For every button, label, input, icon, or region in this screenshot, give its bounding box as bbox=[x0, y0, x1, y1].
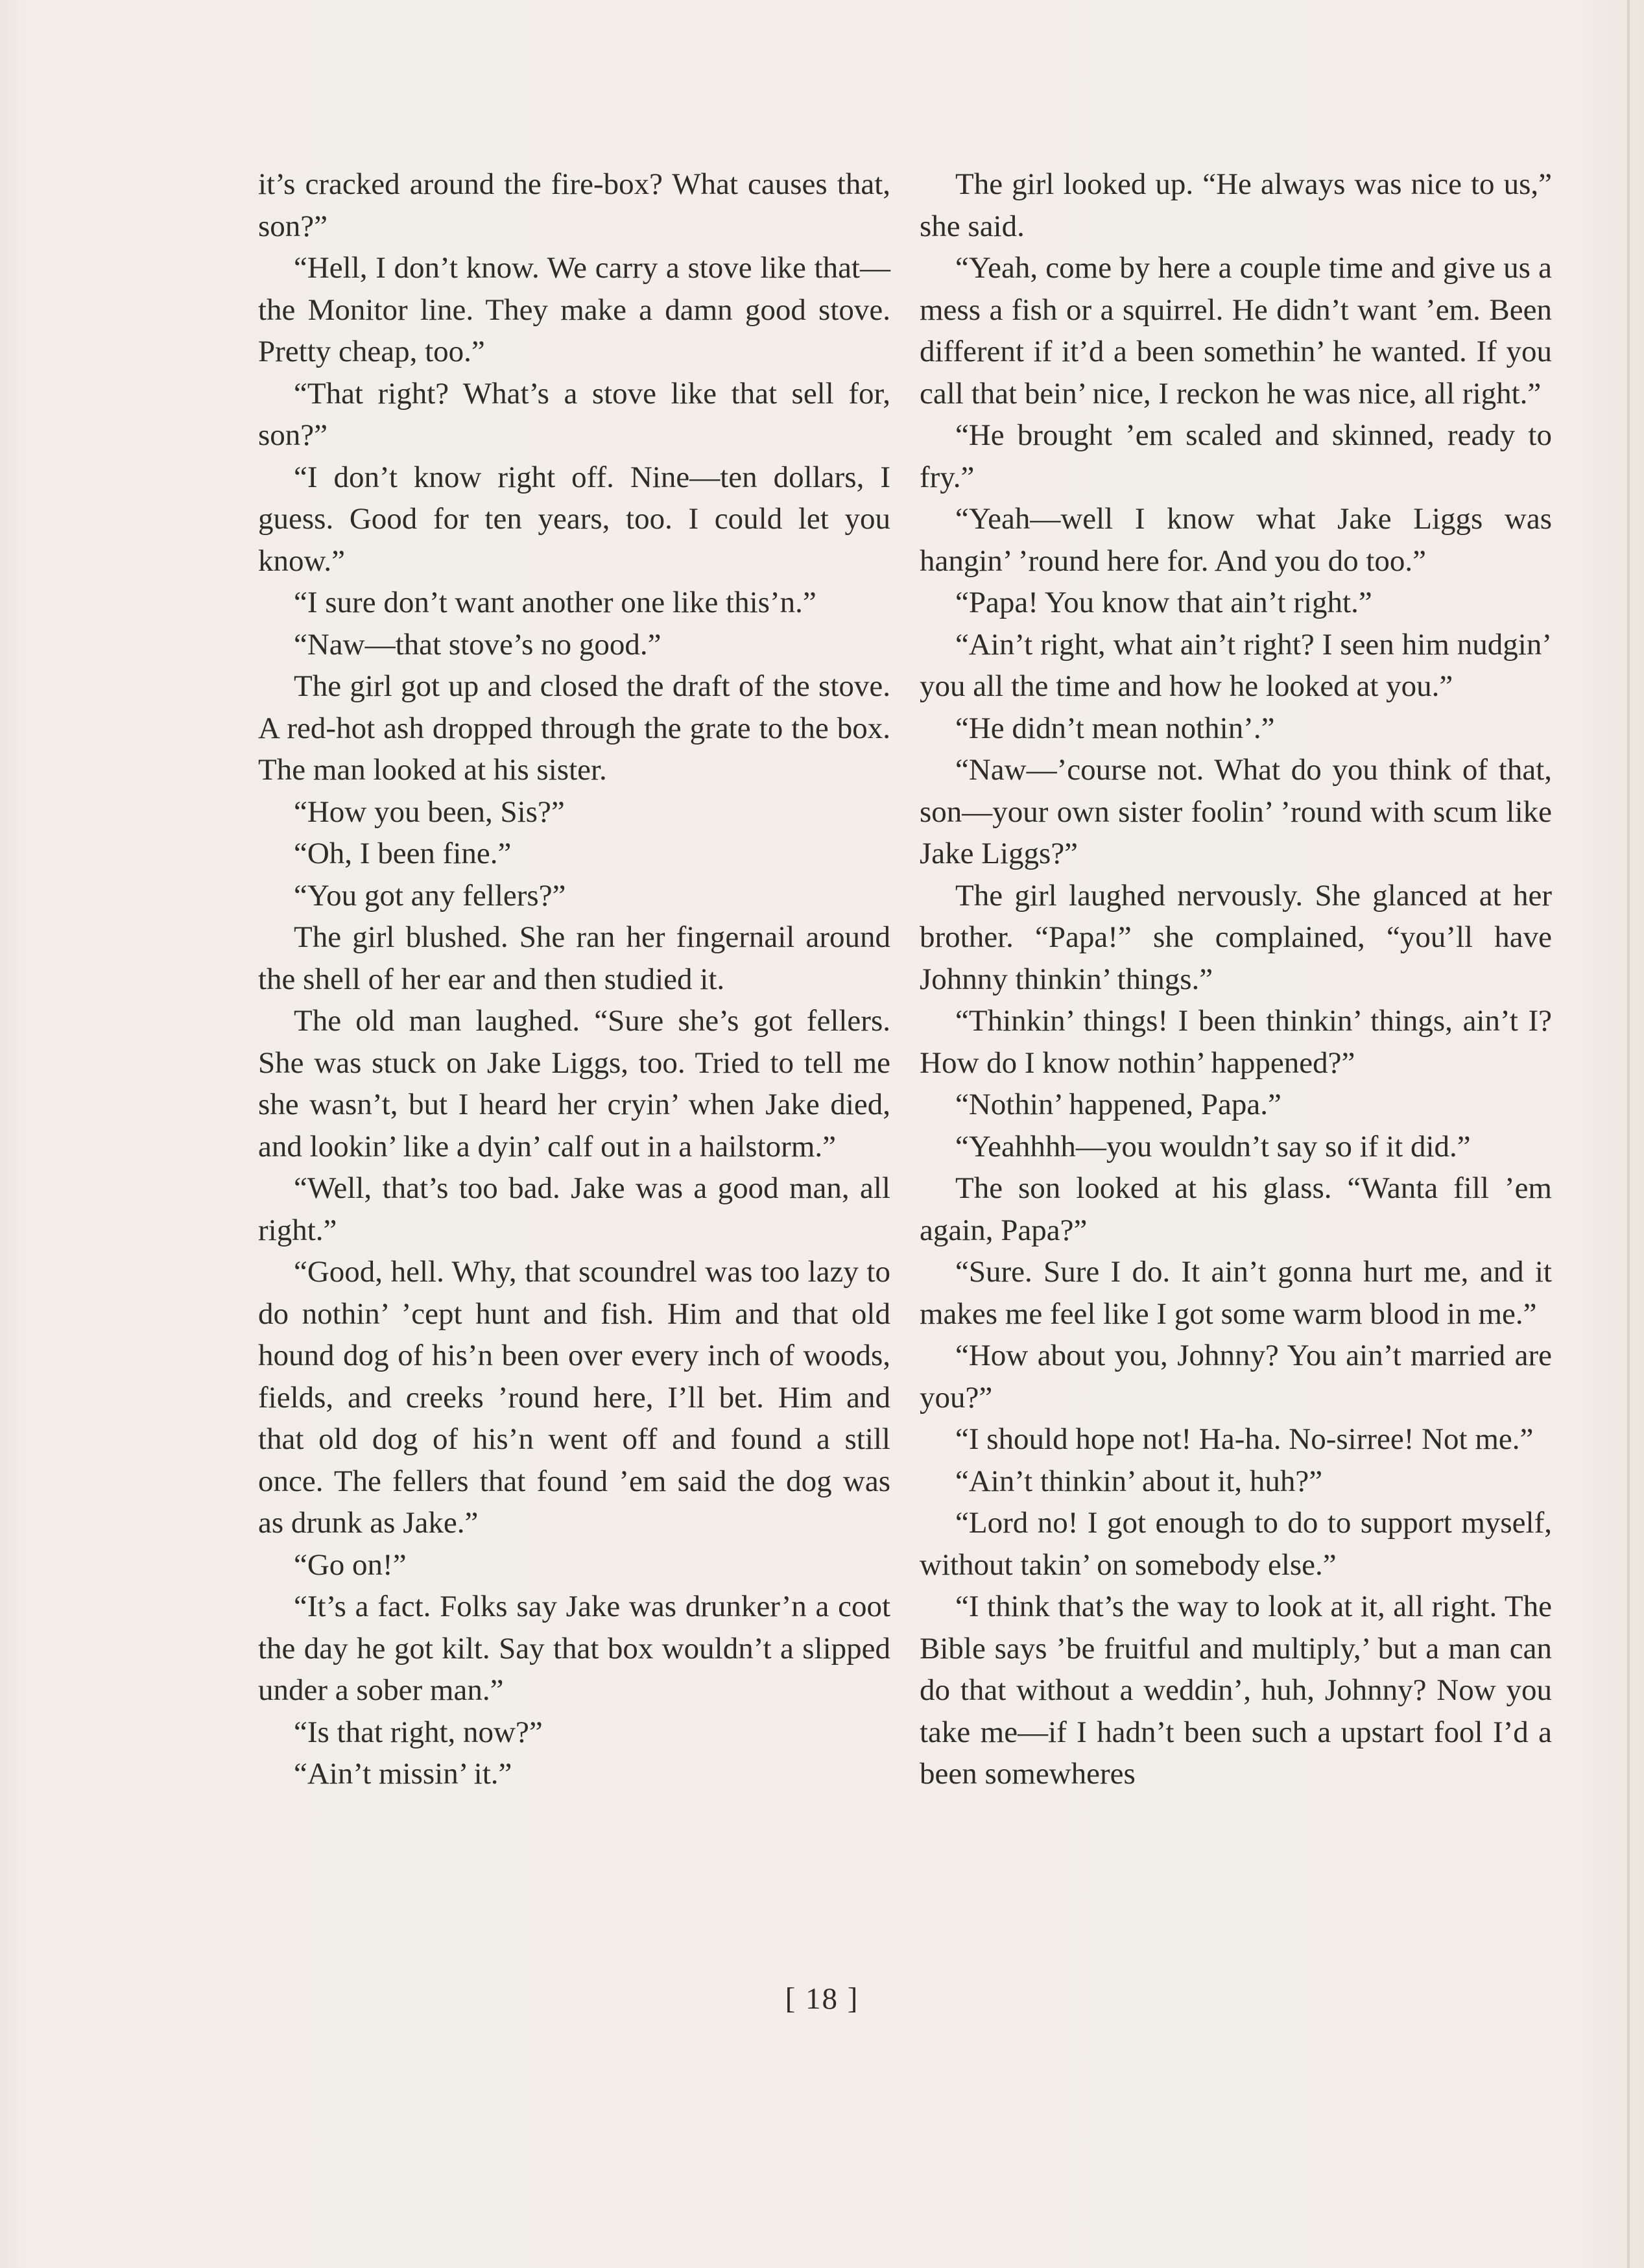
paragraph: “Naw—that stove’s no good.” bbox=[294, 627, 661, 662]
paragraph: “You got any fellers?” bbox=[294, 878, 566, 913]
paragraph: “Papa! You know that ain’t right.” bbox=[955, 586, 1372, 619]
paragraph: “Ain’t right, what ain’t right? I seen him nudgin’ you all the time and how he looked at you.” bbox=[920, 627, 1552, 703]
paragraph: “Is that right, now?” bbox=[294, 1715, 543, 1749]
paragraph: The son looked at his glass. “Wanta fill ’em again, Papa?” bbox=[920, 1171, 1552, 1247]
paragraph: “Oh, I been fine.” bbox=[294, 837, 512, 870]
left-column bbox=[258, 163, 890, 1795]
paragraph: “It’s a fact. Folks say Jake was drunker’n a coot the day he got kilt. Say that box wouldn’t a slipped under a sober man.” bbox=[258, 1590, 890, 1707]
paragraph: “Lord no! I got enough to do to support myself, without takin’ on somebody else.” bbox=[920, 1506, 1552, 1582]
paragraph: “Yeahhhh—you wouldn’t say so if it did.” bbox=[955, 1129, 1471, 1164]
paragraph: it’s cracked around the fire-box? What causes that, son?” bbox=[258, 167, 890, 243]
paragraph: “Yeah, come by here a couple time and give us a mess a fish or a squirrel. He didn’t want ’em. Been different if it’d a been somethin’ he wanted. If you call that bein’ nice, I reckon he was nice, all right.” bbox=[920, 251, 1552, 411]
paragraph: The girl laughed nervously. She glanced at her brother. “Papa!” she complained, “you’ll have Johnny thinkin’ things.” bbox=[920, 878, 1552, 996]
paragraph: “Thinkin’ things! I been thinkin’ things, ain’t I? How do I know nothin’ happened?” bbox=[920, 1004, 1552, 1080]
paragraph: The girl blushed. She ran her fingernail around the shell of her ear and then studied it. bbox=[258, 920, 890, 996]
paragraph: “How about you, Johnny? You ain’t married are you?” bbox=[920, 1339, 1552, 1415]
page-edge bbox=[1627, 0, 1630, 2268]
right-column bbox=[920, 163, 1552, 1795]
paragraph: “I don’t know right off. Nine—ten dollars, I guess. Good for ten years, too. I could let you know.” bbox=[258, 460, 890, 578]
paragraph: The old man laughed. “Sure she’s got fellers. She was stuck on Jake Liggs, too. Tried to tell me she wasn’t, but I heard her cryin’ when Jake died, and lookin’ like a dyin’ calf out in a hailstorm.” bbox=[258, 1004, 890, 1164]
paragraph: “How you been, Sis?” bbox=[294, 794, 565, 829]
paragraph: “Go on!” bbox=[294, 1547, 407, 1582]
page-number: [ 18 ] bbox=[785, 1982, 859, 2016]
paragraph: “Hell, I don’t know. We carry a stove like that—the Monitor line. They make a damn good stove. Pretty cheap, too.” bbox=[258, 251, 890, 368]
paragraph: “I sure don’t want another one like this’n.” bbox=[294, 586, 816, 619]
paragraph: “He didn’t mean nothin’.” bbox=[955, 711, 1275, 745]
paragraph: “Ain’t missin’ it.” bbox=[294, 1757, 512, 1791]
paragraph: “I think that’s the way to look at it, all right. The Bible says ’be fruitful and multiply,’ but a man can do that without a weddin’, huh, Johnny? Now you take me—if I hadn’t been such a upstart fool I’d a been somewheres bbox=[920, 1590, 1552, 1791]
paragraph: The girl looked up. “He always was nice to us,” she said. bbox=[920, 167, 1552, 243]
paragraph: “He brought ’em scaled and skinned, ready to fry.” bbox=[920, 418, 1552, 494]
paragraph: “That right? What’s a stove like that sell for, son?” bbox=[258, 376, 890, 452]
paragraph: “I should hope not! Ha-ha. No-sirree! Not me.” bbox=[955, 1422, 1534, 1456]
paragraph: The girl got up and closed the draft of the stove. A red-hot ash dropped through the grate to the box. The man looked at his sister. bbox=[258, 669, 890, 787]
paragraph: “Yeah—well I know what Jake Liggs was hangin’ ’round here for. And you do too.” bbox=[920, 502, 1552, 578]
paragraph: “Sure. Sure I do. It ain’t gonna hurt me, and it makes me feel like I got some warm blood in me.” bbox=[920, 1255, 1552, 1331]
paragraph: “Good, hell. Why, that scoundrel was too lazy to do nothin’ ’cept hunt and fish. Him and that old hound dog of his’n been over every inch of woods, fields, and creeks ’round here, I’ll bet. Him and that old dog of his’n went off and found a still once. The fellers that found ’em said the dog was as drunk as Jake.” bbox=[258, 1255, 890, 1540]
paragraph: “Nothin’ happened, Papa.” bbox=[955, 1088, 1281, 1121]
paragraph: “Well, that’s too bad. Jake was a good man, all right.” bbox=[258, 1171, 890, 1247]
paragraph: “Ain’t thinkin’ about it, huh?” bbox=[955, 1464, 1323, 1498]
paragraph: “Naw—’course not. What do you think of that, son—your own sister foolin’ ’round with scum like Jake Liggs?” bbox=[920, 753, 1552, 870]
